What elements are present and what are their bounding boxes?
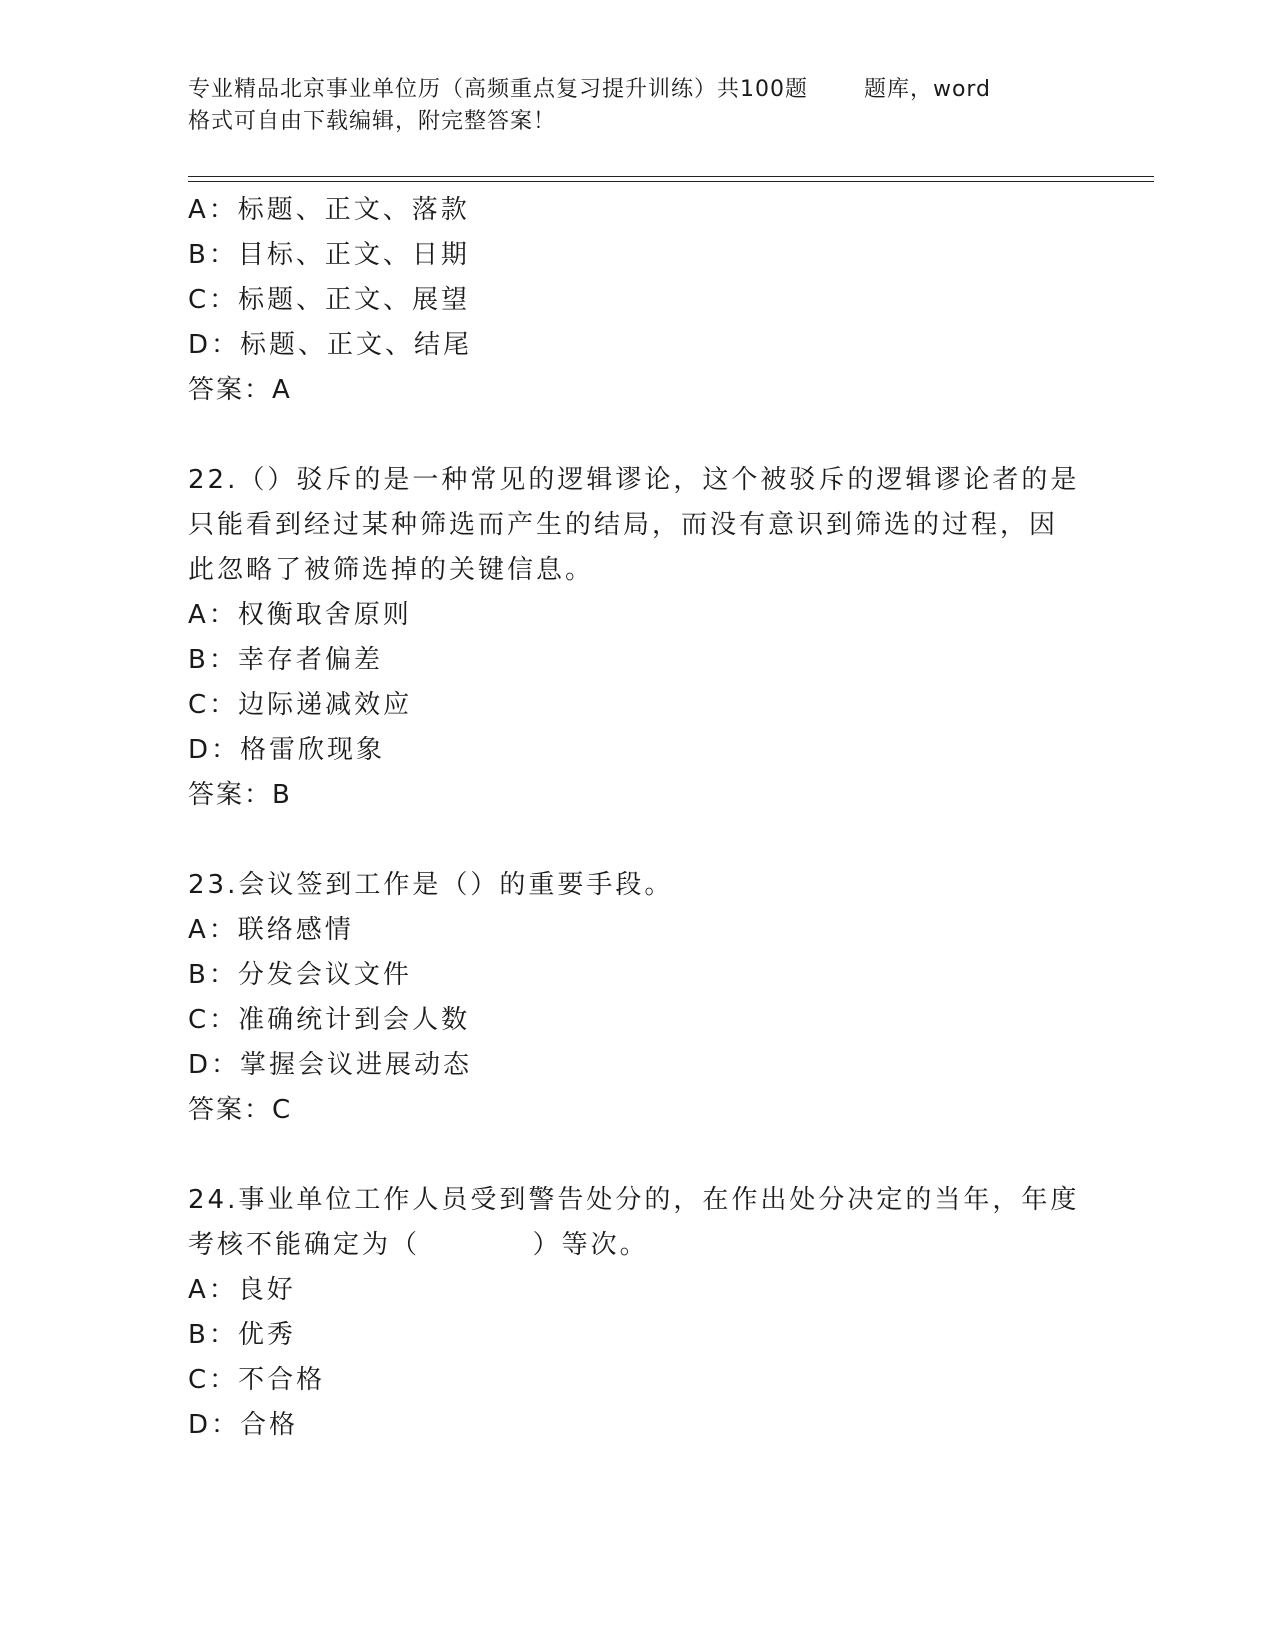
option-d: D：标题、正文、结尾 xyxy=(188,330,473,360)
stem-line: 考核不能确定为（ ）等次。 xyxy=(188,1230,649,1260)
header-line-1: 专业精品北京事业单位历（高频重点复习提升训练）共100题 题库，word xyxy=(188,77,992,102)
stem-line: 23.会议签到工作是（）的重要手段。 xyxy=(188,870,674,900)
option-c: C：准确统计到会人数 xyxy=(188,1005,471,1035)
option-b: B：分发会议文件 xyxy=(188,960,412,990)
stem-line: 22.（）驳斥的是一种常见的逻辑谬论，这个被驳斥的逻辑谬论者的是 xyxy=(188,465,1080,495)
option-b: B：目标、正文、日期 xyxy=(188,240,470,270)
option-c: C：不合格 xyxy=(188,1365,326,1395)
option-b: B：幸存者偏差 xyxy=(188,645,383,675)
stem-line: 24.事业单位工作人员受到警告处分的，在作出处分决定的当年，年度 xyxy=(188,1185,1080,1215)
answer: 答案：B xyxy=(188,780,292,810)
question-list xyxy=(188,188,1088,1448)
header-divider-top xyxy=(188,176,1154,177)
option-c: C：边际递减效应 xyxy=(188,690,413,720)
question-21 xyxy=(188,188,1088,413)
stem-line: 此忽略了被筛选掉的关键信息。 xyxy=(188,555,595,585)
question-23 xyxy=(188,863,1088,1133)
option-b: B：优秀 xyxy=(188,1320,296,1350)
answer: 答案：A xyxy=(188,375,292,405)
option-d: D：合格 xyxy=(188,1410,299,1440)
stem-line: 只能看到经过某种筛选而产生的结局，而没有意识到筛选的过程，因 xyxy=(188,510,1059,540)
option-a: A：权衡取舍原则 xyxy=(188,600,412,630)
question-stem xyxy=(188,863,1088,908)
question-24 xyxy=(188,1178,1088,1448)
question-22 xyxy=(188,458,1088,818)
question-stem xyxy=(188,1178,1088,1268)
option-a: A：良好 xyxy=(188,1275,296,1305)
question-stem xyxy=(188,458,1088,593)
option-a: A：标题、正文、落款 xyxy=(188,195,470,225)
option-d: D：掌握会议进展动态 xyxy=(188,1050,473,1080)
header-line-2: 格式可自由下载编辑，附完整答案！ xyxy=(188,109,557,134)
document-header xyxy=(188,74,1068,138)
header-divider-bottom xyxy=(188,181,1154,182)
option-c: C：标题、正文、展望 xyxy=(188,285,471,315)
option-d: D：格雷欣现象 xyxy=(188,735,386,765)
answer: 答案：C xyxy=(188,1095,293,1125)
option-a: A：联络感情 xyxy=(188,915,354,945)
